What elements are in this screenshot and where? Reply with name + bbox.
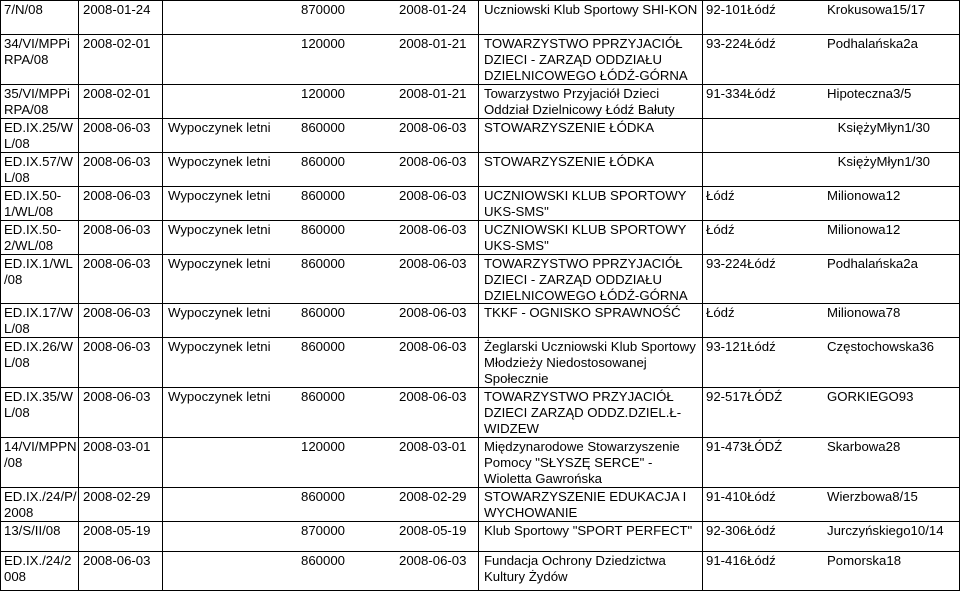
cell-amount xyxy=(301,86,345,102)
table-row xyxy=(0,120,960,152)
cell-id xyxy=(4,222,61,254)
cell-postal-line: Łódź xyxy=(706,305,735,320)
cell-type-line: Wypoczynek letni xyxy=(168,305,271,320)
cell-id xyxy=(4,439,77,471)
cell-date2-line: 2008-06-03 xyxy=(399,305,467,320)
cell-street xyxy=(838,120,930,136)
cell-id-line: L/08 xyxy=(4,405,30,420)
cell-id-line: 35/VI/MPPi xyxy=(4,86,70,101)
cell-date-line: 2008-06-03 xyxy=(83,120,151,135)
cell-id xyxy=(4,489,77,521)
cell-date-line: 2008-03-01 xyxy=(83,439,151,454)
cell-name-line: DZIECI - ZARZĄD ODDZIAŁU xyxy=(484,272,663,287)
cell-id-line: RPA/08 xyxy=(4,102,49,117)
cell-street-line: Skarbowa28 xyxy=(827,439,901,454)
cell-date-line: 2008-02-01 xyxy=(83,36,151,51)
cell-id-line: ED.IX.35/W xyxy=(4,389,73,404)
cell-postal xyxy=(706,256,776,272)
cell-id-line: L/08 xyxy=(4,321,30,336)
cell-name-line: UKS-SMS" xyxy=(484,238,549,253)
cell-id-line: 1/WL/08 xyxy=(4,204,54,219)
cell-id-line: 2/WL/08 xyxy=(4,238,54,253)
cell-street-line: GORKIEGO93 xyxy=(827,389,914,404)
table-row xyxy=(0,222,960,254)
cell-name-line: Kultury Żydów xyxy=(484,569,568,584)
cell-id xyxy=(4,120,73,152)
cell-id-line: 34/VI/MPPi xyxy=(4,36,70,51)
cell-postal-line: 93-121Łódź xyxy=(706,339,776,354)
cell-id xyxy=(4,36,70,68)
table-row xyxy=(0,188,960,220)
cell-type-line: Wypoczynek letni xyxy=(168,389,271,404)
cell-street-line: Podhalańska2a xyxy=(827,36,918,51)
cell-name-line: WYCHOWANIE xyxy=(484,505,578,520)
cell-id xyxy=(4,2,43,18)
cell-amount xyxy=(301,489,345,505)
cell-name-line: Młodzieży Niedostosowanej xyxy=(484,355,647,370)
cell-name-line: DZIECI - ZARZĄD ODDZIAŁU xyxy=(484,52,663,67)
cell-street-line: Milionowa78 xyxy=(827,305,901,320)
cell-postal xyxy=(706,2,776,18)
cell-date xyxy=(83,188,150,204)
cell-date2-line: 2008-06-03 xyxy=(399,339,467,354)
cell-street xyxy=(827,439,900,455)
grid-horizontal-line xyxy=(0,521,960,522)
table-row xyxy=(0,2,960,34)
cell-date2 xyxy=(399,389,466,405)
cell-name xyxy=(484,222,686,254)
cell-amount-line: 860000 xyxy=(301,305,346,320)
cell-postal xyxy=(706,222,735,238)
cell-street-line: Hipoteczna3/5 xyxy=(827,86,912,101)
grid-horizontal-line xyxy=(0,152,960,153)
cell-amount-line: 120000 xyxy=(301,86,346,101)
cell-date2 xyxy=(399,553,466,569)
cell-id-line: ED.IX.25/W xyxy=(4,120,73,135)
cell-name-line: Klub Sportowy "SPORT PERFECT" xyxy=(484,523,693,538)
cell-street xyxy=(827,2,925,18)
cell-postal-line: Łódź xyxy=(706,222,735,237)
cell-amount-line: 120000 xyxy=(301,439,346,454)
cell-amount-line: 860000 xyxy=(301,154,346,169)
cell-date-line: 2008-02-29 xyxy=(83,489,151,504)
cell-name-line: TOWARZYSTWO PPRZYJACIÓŁ xyxy=(484,256,683,271)
cell-date2-line: 2008-06-03 xyxy=(399,256,467,271)
cell-id-line: /08 xyxy=(4,455,23,470)
cell-name-line: Uczniowski Klub Sportowy SHI-KON xyxy=(484,2,698,17)
cell-postal xyxy=(706,36,776,52)
cell-id xyxy=(4,389,73,421)
cell-postal xyxy=(706,86,776,102)
cell-amount xyxy=(301,36,345,52)
grid-horizontal-line xyxy=(0,34,960,35)
cell-amount xyxy=(301,553,345,569)
cell-postal-line: 93-224Łódź xyxy=(706,36,776,51)
cell-type-line: Wypoczynek letni xyxy=(168,188,271,203)
table-row xyxy=(0,305,960,337)
cell-street-line: Milionowa12 xyxy=(827,222,901,237)
cell-amount xyxy=(301,2,345,18)
cell-name-line: TOWARZYSTWO PRZYJACIÓŁ xyxy=(484,389,674,404)
cell-name-line: Wioletta Gawrońska xyxy=(484,471,602,486)
cell-street-line: Podhalańska2a xyxy=(827,256,918,271)
cell-name-line: WIDZEW xyxy=(484,421,539,436)
table-row xyxy=(0,86,960,118)
cell-id xyxy=(4,553,71,585)
cell-street-line: Częstochowska36 xyxy=(827,339,935,354)
cell-date2-line: 2008-06-03 xyxy=(399,188,467,203)
cell-amount-line: 860000 xyxy=(301,188,346,203)
table-row xyxy=(0,256,960,303)
cell-id-line: ED.IX.50- xyxy=(4,222,62,237)
cell-id xyxy=(4,523,60,539)
grid-horizontal-line xyxy=(0,337,960,338)
cell-date2 xyxy=(399,36,466,52)
cell-amount xyxy=(301,389,345,405)
cell-id-line: L/08 xyxy=(4,170,30,185)
cell-date-line: 2008-06-03 xyxy=(83,339,151,354)
cell-postal-line: Łódź xyxy=(706,188,735,203)
cell-type xyxy=(168,339,271,355)
cell-postal xyxy=(706,439,782,455)
cell-date-line: 2008-06-03 xyxy=(83,553,151,568)
cell-name xyxy=(484,256,688,304)
cell-street xyxy=(827,188,900,204)
cell-amount-line: 120000 xyxy=(301,36,346,51)
cell-amount xyxy=(301,120,345,136)
cell-date2-line: 2008-06-03 xyxy=(399,553,467,568)
cell-name xyxy=(484,389,681,437)
cell-id-line: RPA/08 xyxy=(4,52,49,67)
cell-type xyxy=(168,120,271,136)
cell-postal xyxy=(706,553,776,569)
table-row xyxy=(0,36,960,84)
cell-amount-line: 860000 xyxy=(301,339,346,354)
cell-name-line: STOWARZYSZENIE ŁÓDKA xyxy=(484,154,655,169)
grid-horizontal-line xyxy=(0,387,960,388)
cell-date xyxy=(83,339,150,355)
cell-type xyxy=(168,256,271,272)
cell-date2 xyxy=(399,439,466,455)
cell-id xyxy=(4,256,73,288)
grid-horizontal-line xyxy=(0,84,960,85)
cell-date xyxy=(83,439,150,455)
cell-amount xyxy=(301,256,345,272)
cell-date2 xyxy=(399,339,466,355)
cell-date xyxy=(83,120,150,136)
cell-date2-line: 2008-06-03 xyxy=(399,120,467,135)
cell-name-line: UKS-SMS" xyxy=(484,204,549,219)
cell-name-line: STOWARZYSZENIE ŁÓDKA xyxy=(484,120,655,135)
cell-date2 xyxy=(399,222,466,238)
table-row xyxy=(0,389,960,437)
cell-date xyxy=(83,222,150,238)
cell-type-line: Wypoczynek letni xyxy=(168,339,271,354)
cell-id-line: L/08 xyxy=(4,136,30,151)
table-row xyxy=(0,439,960,487)
cell-date2-line: 2008-01-21 xyxy=(399,86,467,101)
cell-date-line: 2008-01-24 xyxy=(83,2,151,17)
cell-street-line: Krokusowa15/17 xyxy=(827,2,926,17)
cell-id xyxy=(4,188,61,220)
cell-amount xyxy=(301,222,345,238)
cell-postal xyxy=(706,339,776,355)
table-row xyxy=(0,489,960,521)
cell-id xyxy=(4,339,73,371)
cell-id-line: 7/N/08 xyxy=(4,2,43,17)
cell-street-line: Pomorska18 xyxy=(827,553,902,568)
cell-date2-line: 2008-03-01 xyxy=(399,439,467,454)
cell-date2 xyxy=(399,256,466,272)
cell-date xyxy=(83,154,150,170)
cell-date2 xyxy=(399,188,466,204)
cell-postal-line: 91-416Łódź xyxy=(706,553,776,568)
cell-id-line: 13/S/II/08 xyxy=(4,523,61,538)
cell-date2-line: 2008-06-03 xyxy=(399,389,467,404)
cell-id-line: ED.IX.26/W xyxy=(4,339,73,354)
cell-name-line: Oddział Dzielnicowy Łódź Bałuty xyxy=(484,102,675,117)
cell-id-line: ED.IX./24/2 xyxy=(4,553,72,568)
cell-name-line: Żeglarski Uczniowski Klub Sportowy xyxy=(484,339,696,354)
table-row xyxy=(0,553,960,591)
cell-id-line: ED.IX.1/WL xyxy=(4,256,73,271)
cell-id-line: L/08 xyxy=(4,355,30,370)
cell-postal xyxy=(706,489,776,505)
cell-date xyxy=(83,256,150,272)
cell-name-line: UCZNIOWSKI KLUB SPORTOWY xyxy=(484,188,687,203)
cell-date2-line: 2008-01-24 xyxy=(399,2,467,17)
cell-amount-line: 870000 xyxy=(301,2,346,17)
cell-name-line: DZIELNICOWEGO ŁÓDŹ-GÓRNA xyxy=(484,288,688,303)
cell-street xyxy=(827,489,918,505)
cell-name xyxy=(484,36,688,84)
cell-type xyxy=(168,222,271,238)
cell-name-line: STOWARZYSZENIE EDUKACJA I xyxy=(484,489,687,504)
grid-horizontal-line xyxy=(0,437,960,438)
cell-name-line: Społecznie xyxy=(484,371,549,386)
cell-street xyxy=(827,339,934,355)
cell-date xyxy=(83,2,150,18)
cell-amount-line: 860000 xyxy=(301,120,346,135)
cell-date xyxy=(83,36,150,52)
cell-name-line: Towarzystwo Przyjaciół Dzieci xyxy=(484,86,660,101)
cell-name xyxy=(484,2,697,18)
cell-street xyxy=(827,553,901,569)
cell-type-line: Wypoczynek letni xyxy=(168,222,271,237)
cell-date2 xyxy=(399,489,466,505)
cell-id-line: 008 xyxy=(4,569,27,584)
grid-horizontal-line xyxy=(0,220,960,221)
cell-street xyxy=(838,154,930,170)
cell-amount xyxy=(301,339,345,355)
cell-postal-line: 91-334Łódź xyxy=(706,86,776,101)
cell-date-line: 2008-06-03 xyxy=(83,389,151,404)
cell-name-line: Fundacja Ochrony Dziedzictwa xyxy=(484,553,666,568)
cell-date xyxy=(83,553,150,569)
cell-amount-line: 860000 xyxy=(301,389,346,404)
cell-amount-line: 870000 xyxy=(301,523,346,538)
cell-name xyxy=(484,154,654,170)
cell-date2-line: 2008-05-19 xyxy=(399,523,467,538)
cell-date-line: 2008-06-03 xyxy=(83,256,151,271)
cell-amount-line: 860000 xyxy=(301,256,346,271)
cell-date2 xyxy=(399,2,466,18)
cell-id-line: ED.IX.57/W xyxy=(4,154,73,169)
cell-amount xyxy=(301,188,345,204)
cell-postal-line: 91-410Łódź xyxy=(706,489,776,504)
cell-type-line: Wypoczynek letni xyxy=(168,154,271,169)
cell-id-line: ED.IX./24/P/ xyxy=(4,489,77,504)
cell-date-line: 2008-05-19 xyxy=(83,523,151,538)
cell-type xyxy=(168,305,271,321)
cell-amount xyxy=(301,523,345,539)
cell-street-line: Wierzbowa8/15 xyxy=(827,489,918,504)
cell-postal xyxy=(706,523,776,539)
cell-date2-line: 2008-02-29 xyxy=(399,489,467,504)
grid-horizontal-line xyxy=(0,0,960,1)
cell-name xyxy=(484,553,666,585)
cell-street-line: KsiężyMłyn1/30 xyxy=(837,154,930,169)
cell-date-line: 2008-02-01 xyxy=(83,86,151,101)
cell-street xyxy=(827,86,911,102)
cell-type-line: Wypoczynek letni xyxy=(168,120,271,135)
table-row xyxy=(0,523,960,551)
cell-name xyxy=(484,188,686,220)
cell-amount-line: 860000 xyxy=(301,489,346,504)
cell-id-line: ED.IX.17/W xyxy=(4,305,73,320)
cell-name-line: DZIELNICOWEGO ŁÓDŹ-GÓRNA xyxy=(484,68,688,83)
cell-postal xyxy=(706,188,735,204)
grid-horizontal-line xyxy=(0,551,960,552)
cell-date2-line: 2008-06-03 xyxy=(399,154,467,169)
cell-name-line: UCZNIOWSKI KLUB SPORTOWY xyxy=(484,222,687,237)
cell-street xyxy=(827,389,913,405)
cell-date-line: 2008-06-03 xyxy=(83,222,151,237)
cell-id xyxy=(4,154,73,186)
cell-date2 xyxy=(399,86,466,102)
cell-date-line: 2008-06-03 xyxy=(83,188,151,203)
cell-name-line: DZIECI ZARZĄD ODDZ.DZIEL.Ł- xyxy=(484,405,682,420)
cell-date xyxy=(83,86,150,102)
cell-postal xyxy=(706,389,782,405)
cell-date2 xyxy=(399,120,466,136)
cell-id xyxy=(4,305,73,337)
cell-postal-line: 92-306Łódź xyxy=(706,523,776,538)
grid-horizontal-line xyxy=(0,186,960,187)
cell-street-line: KsiężyMłyn1/30 xyxy=(837,120,930,135)
table-row xyxy=(0,154,960,186)
cell-type-line: Wypoczynek letni xyxy=(168,256,271,271)
cell-name xyxy=(484,305,681,321)
cell-name-line: Pomocy "SŁYSZĘ SERCE" - xyxy=(484,455,653,470)
cell-name xyxy=(484,120,654,136)
cell-name xyxy=(484,489,686,521)
cell-name-line: TKKF - OGNISKO SPRAWNOŚĆ xyxy=(484,305,681,320)
cell-amount xyxy=(301,154,345,170)
cell-name-line: Międzynarodowe Stowarzyszenie xyxy=(484,439,680,454)
cell-street-line: Milionowa12 xyxy=(827,188,901,203)
cell-date2-line: 2008-01-21 xyxy=(399,36,467,51)
cell-date xyxy=(83,389,150,405)
grid-horizontal-line xyxy=(0,118,960,119)
grid-horizontal-line xyxy=(0,254,960,255)
grid-horizontal-line xyxy=(0,487,960,488)
cell-amount xyxy=(301,439,345,455)
cell-id xyxy=(4,86,70,118)
cell-amount xyxy=(301,305,345,321)
cell-postal-line: 92-101Łódź xyxy=(706,2,776,17)
cell-date xyxy=(83,305,150,321)
cell-date xyxy=(83,523,150,539)
cell-name-line: TOWARZYSTWO PPRZYJACIÓŁ xyxy=(484,36,683,51)
cell-id-line: ED.IX.50- xyxy=(4,188,62,203)
cell-street xyxy=(827,305,900,321)
cell-id-line: 2008 xyxy=(4,505,34,520)
cell-date xyxy=(83,489,150,505)
cell-name xyxy=(484,523,692,539)
cell-date2-line: 2008-06-03 xyxy=(399,222,467,237)
cell-name xyxy=(484,339,696,387)
cell-postal-line: 92-517ŁÓDŹ xyxy=(706,389,783,404)
cell-postal-line: 93-224Łódź xyxy=(706,256,776,271)
cell-postal-line: 91-473ŁÓDŹ xyxy=(706,439,783,454)
cell-date2 xyxy=(399,305,466,321)
cell-type xyxy=(168,188,271,204)
cell-street xyxy=(827,36,918,52)
cell-id-line: /08 xyxy=(4,272,23,287)
cell-amount-line: 860000 xyxy=(301,222,346,237)
cell-postal xyxy=(706,305,735,321)
cell-name xyxy=(484,439,680,487)
cell-amount-line: 860000 xyxy=(301,553,346,568)
cell-date2 xyxy=(399,154,466,170)
grid-horizontal-line xyxy=(0,303,960,304)
cell-street xyxy=(827,222,900,238)
cell-street-line: Jurczyńskiego10/14 xyxy=(827,523,944,538)
cell-name xyxy=(484,86,675,118)
cell-date2 xyxy=(399,523,466,539)
cell-date-line: 2008-06-03 xyxy=(83,154,151,169)
cell-id-line: 14/VI/MPPN xyxy=(4,439,77,454)
cell-street xyxy=(827,256,918,272)
cell-street xyxy=(827,523,944,539)
table-row xyxy=(0,339,960,387)
cell-date-line: 2008-06-03 xyxy=(83,305,151,320)
cell-type xyxy=(168,154,271,170)
cell-type xyxy=(168,389,271,405)
